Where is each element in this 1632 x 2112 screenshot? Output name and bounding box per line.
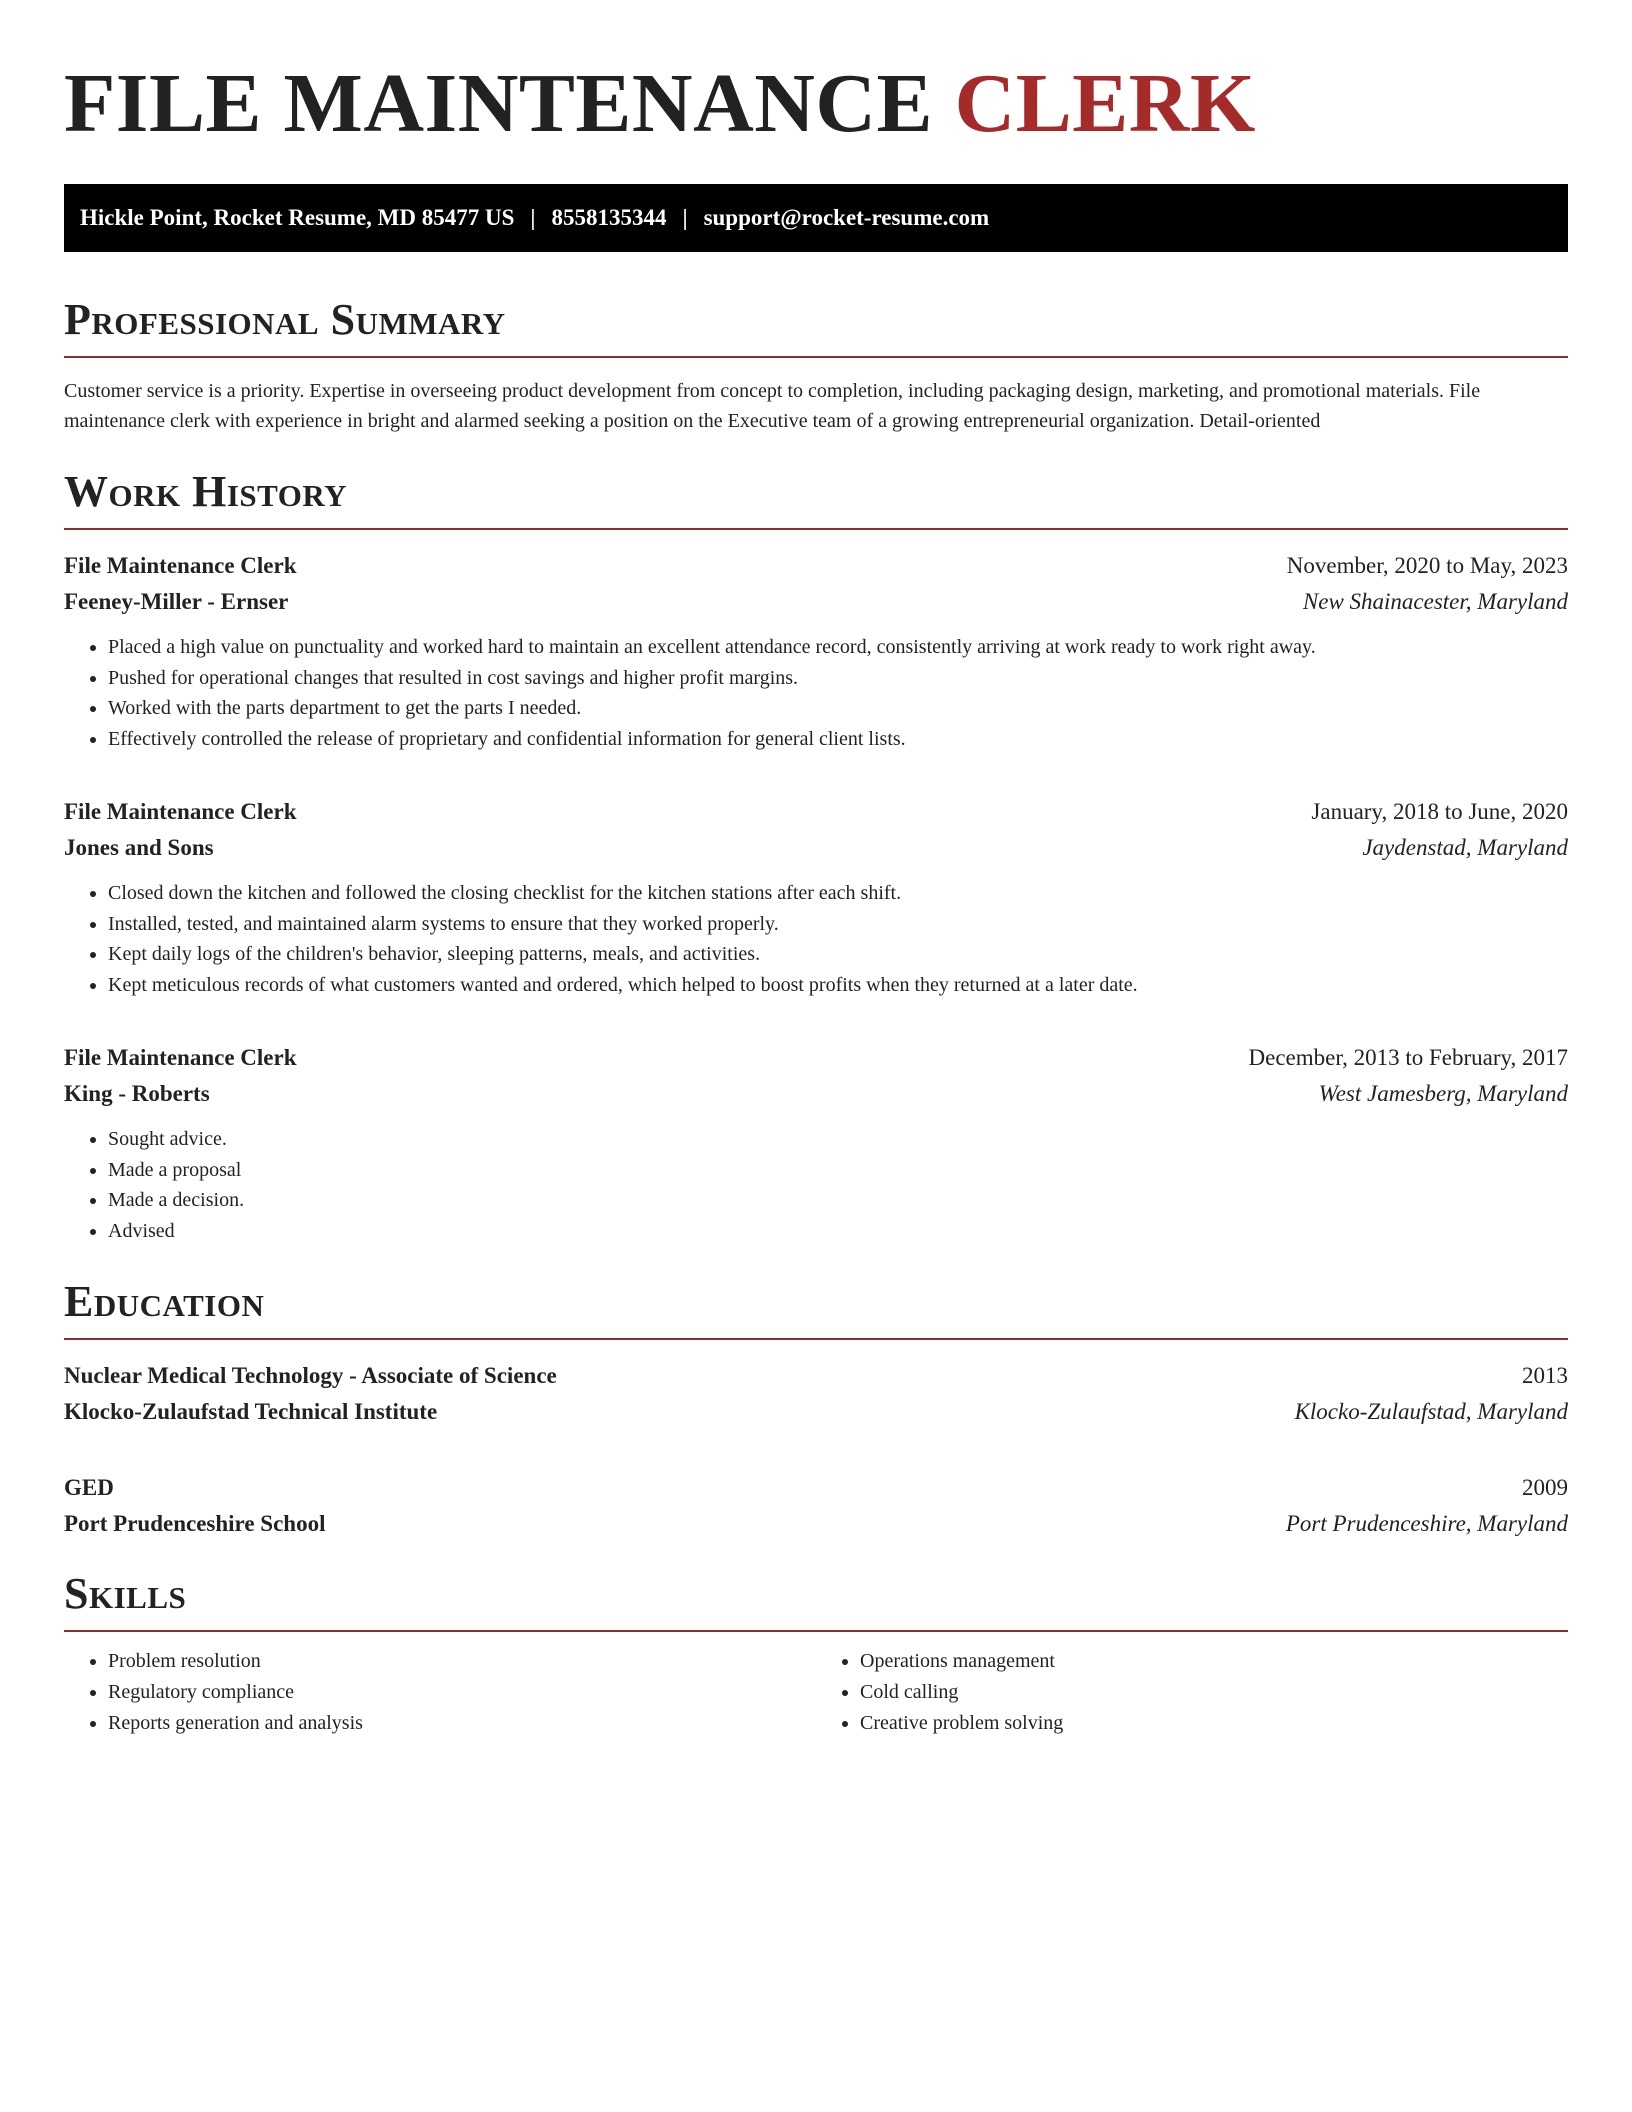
job-header-row [64, 1040, 1568, 1076]
education-entry [64, 1358, 1568, 1430]
job-dates: January, 2018 to June, 2020 [1311, 799, 1568, 824]
job-role: File Maintenance Clerk [64, 1045, 297, 1070]
job-bullets [64, 632, 1568, 754]
education-section [64, 1278, 1568, 1542]
contact-email: support@rocket-resume.com [703, 205, 990, 230]
job-company-row [64, 830, 1568, 866]
job-bullet: • Made a decision. [108, 1185, 1568, 1216]
skill-item: • Creative problem solving [860, 1708, 1568, 1739]
skill-item: • Regulatory compliance [108, 1677, 816, 1708]
education-header-row [64, 1470, 1568, 1506]
name-main: FILE MAINTENANCE [64, 57, 934, 150]
job-company-row [64, 584, 1568, 620]
job-bullet: • Made a proposal [108, 1155, 1568, 1186]
job-location: Jaydenstad, Maryland [1362, 835, 1568, 860]
job-location: New Shainacester, Maryland [1302, 589, 1568, 614]
education-entry [64, 1470, 1568, 1542]
skills-grid [64, 1646, 1568, 1739]
contact-bar [64, 184, 1568, 252]
education-header-row [64, 1358, 1568, 1394]
job-bullet: • Kept daily logs of the children's behavior, sleeping patterns, meals, and activities. [108, 939, 1568, 970]
education-location: Port Prudenceshire, Maryland [1285, 1511, 1568, 1536]
job-company: King - Roberts [64, 1081, 210, 1106]
education-location: Klocko-Zulaufstad, Maryland [1294, 1399, 1568, 1424]
skill-item: • Operations management [860, 1646, 1568, 1677]
education-school: Klocko-Zulaufstad Technical Institute [64, 1399, 438, 1424]
job-company: Feeney-Miller - Ernser [64, 589, 289, 614]
section-title-summary: Professional Summary [64, 296, 1568, 358]
job-dates: November, 2020 to May, 2023 [1286, 553, 1568, 578]
education-degree: Nuclear Medical Technology - Associate of Science [64, 1363, 557, 1388]
skill-item: • Cold calling [860, 1677, 1568, 1708]
job-bullet: • Worked with the parts department to get the parts I needed. [108, 693, 1568, 724]
section-title-education: Education [64, 1278, 1568, 1340]
education-school-row [64, 1394, 1568, 1430]
job-bullet: • Advised [108, 1216, 1568, 1247]
job-bullet: • Closed down the kitchen and followed the closing checklist for the kitchen stations after each shift. [108, 878, 1568, 909]
job-bullet: • Kept meticulous records of what customers wanted and ordered, which helped to boost profits when they returned at a later date. [108, 970, 1568, 1001]
job-bullet: • Placed a high value on punctuality and worked hard to maintain an excellent attendance record, consistently arriving at work ready to work right away. [108, 632, 1568, 663]
contact-separator: | [682, 205, 688, 230]
summary-text: Customer service is a priority. Expertise in overseeing product development from concept to completion, including packaging design, marketing, and promotional materials. File maintenance clerk with experience in bright and alarmed seeking a position on the Executive team of a growing entrepreneurial organization. Detail-oriented [64, 380, 1481, 432]
skill-item: • Reports generation and analysis [108, 1708, 816, 1739]
job-role: File Maintenance Clerk [64, 799, 297, 824]
job-bullet: • Sought advice. [108, 1124, 1568, 1155]
work-history-section [64, 468, 1568, 1246]
contact-phone: 8558135344 [551, 205, 667, 230]
job-company-row [64, 1076, 1568, 1112]
job-entry [64, 1040, 1568, 1246]
job-role: File Maintenance Clerk [64, 553, 297, 578]
skills-section [64, 1570, 1568, 1739]
job-bullet: • Installed, tested, and maintained alarm systems to ensure that they worked properly. [108, 909, 1568, 940]
resume-name [64, 56, 1568, 152]
summary-section [64, 296, 1568, 436]
education-degree: GED [64, 1475, 114, 1500]
section-title-work-history: Work History [64, 468, 1568, 530]
name-accent: CLERK [954, 57, 1256, 150]
skill-item: • Problem resolution [108, 1646, 816, 1677]
job-bullet: • Effectively controlled the release of proprietary and confidential information for general client lists. [108, 724, 1568, 755]
education-school-row [64, 1506, 1568, 1542]
education-school: Port Prudenceshire School [64, 1511, 326, 1536]
job-entry [64, 548, 1568, 754]
job-dates: December, 2013 to February, 2017 [1248, 1045, 1568, 1070]
education-year: 2009 [1522, 1475, 1568, 1500]
job-header-row [64, 548, 1568, 584]
job-bullet: • Pushed for operational changes that resulted in cost savings and higher profit margins. [108, 663, 1568, 694]
skills-column-left [64, 1646, 816, 1739]
job-company: Jones and Sons [64, 835, 214, 860]
skills-column-right [816, 1646, 1568, 1739]
job-location: West Jamesberg, Maryland [1318, 1081, 1568, 1106]
education-year: 2013 [1522, 1363, 1568, 1388]
section-title-skills: Skills [64, 1570, 1568, 1632]
job-header-row [64, 794, 1568, 830]
job-entry [64, 794, 1568, 1000]
job-bullets [64, 878, 1568, 1000]
contact-address: Hickle Point, Rocket Resume, MD 85477 US [80, 205, 515, 230]
contact-separator: | [530, 205, 536, 230]
job-bullets [64, 1124, 1568, 1246]
